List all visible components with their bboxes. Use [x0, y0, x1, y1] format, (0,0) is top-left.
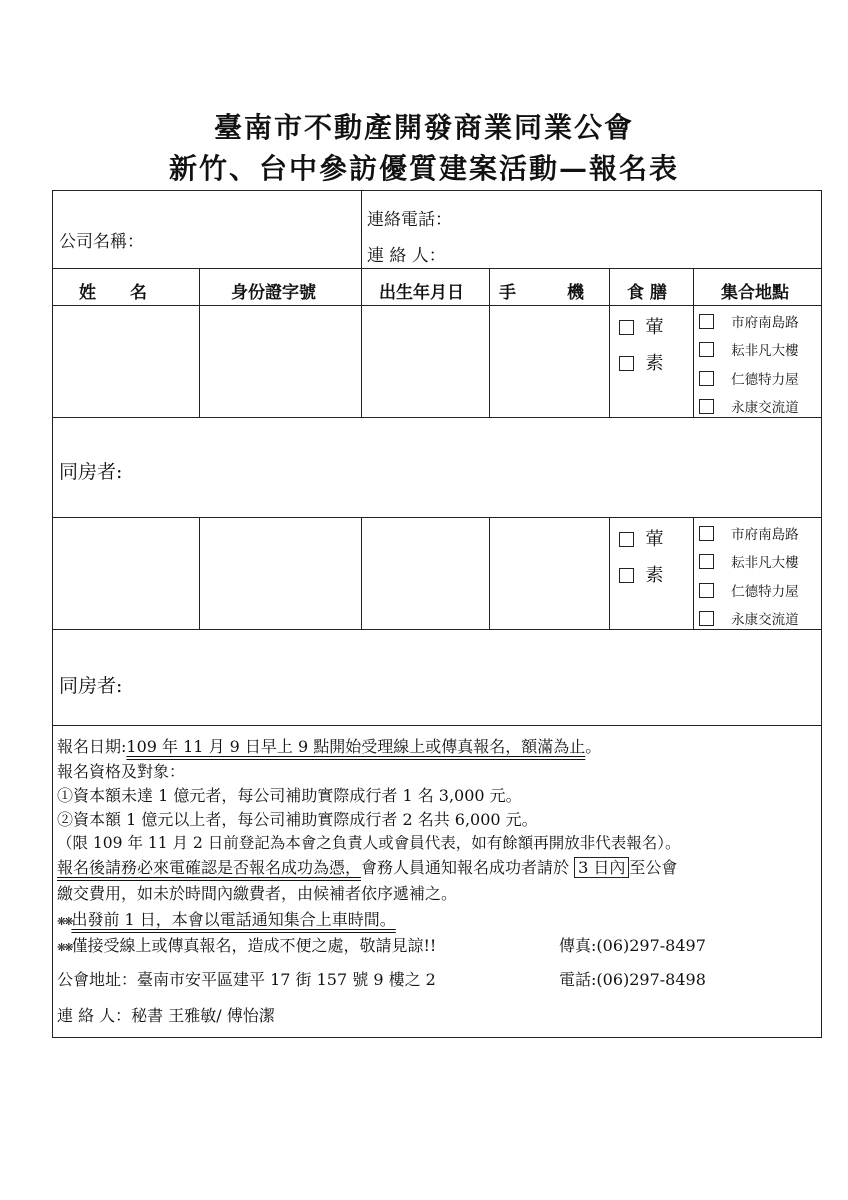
- address: 公會地址：臺南市安平區建平 17 街 157 號 9 樓之 2: [57, 970, 436, 989]
- contact-persons: 連 絡 人：秘書 王雅敏/ 傅怡潔: [57, 1006, 275, 1025]
- registration-form: [52, 190, 822, 1038]
- checkbox-icon[interactable]: [699, 399, 714, 414]
- checkbox-icon[interactable]: [699, 371, 714, 386]
- bullet-icon: ❋❋: [57, 915, 72, 928]
- phone-label: 連絡電話：: [367, 210, 452, 230]
- divider: [53, 517, 821, 518]
- rule-1: ①資本額未達 1 億元者，每公司補助實際成行者 1 名 3,000 元。: [57, 786, 522, 805]
- location-option[interactable]: 耘非凡大樓: [699, 551, 799, 571]
- checkbox-icon[interactable]: [699, 526, 714, 541]
- divider: [693, 268, 694, 417]
- notice-2: ❋❋僅接受線上或傳真報名，造成不便之處，敬請見諒!!: [57, 936, 437, 955]
- location-option[interactable]: 耘非凡大樓: [699, 339, 799, 359]
- col-meal: 食 膳: [627, 283, 667, 303]
- location-option[interactable]: 仁德特力屋: [699, 368, 799, 388]
- location-option[interactable]: 仁德特力屋: [699, 580, 799, 600]
- divider: [489, 268, 490, 417]
- col-id: 身份證字號: [231, 283, 316, 303]
- col-mobile: 手 機: [499, 283, 584, 303]
- checkbox-icon[interactable]: [619, 532, 634, 547]
- checkbox-icon[interactable]: [619, 568, 634, 583]
- checkbox-icon[interactable]: [699, 611, 714, 626]
- divider: [199, 517, 200, 629]
- bullet-icon: ❋❋: [57, 941, 72, 954]
- divider: [361, 268, 362, 417]
- col-birth: 出生年月日: [379, 283, 464, 303]
- contact-label: 連 絡 人：: [367, 246, 446, 266]
- divider: [53, 268, 821, 269]
- divider: [53, 629, 821, 630]
- divider: [199, 268, 200, 417]
- divider: [609, 517, 610, 629]
- fax-number: 傳真:(06)297-8497: [559, 936, 706, 955]
- divider: [361, 517, 362, 629]
- divider: [53, 725, 821, 726]
- meal-option-meat[interactable]: 葷: [619, 313, 663, 339]
- rule-2: ②資本額 1 億元以上者，每公司補助實際成行者 2 名共 6,000 元。: [57, 810, 538, 829]
- meal-option-veg[interactable]: 素: [619, 349, 663, 375]
- checkbox-icon[interactable]: [619, 356, 634, 371]
- form-title: 新竹、台中參訪優質建案活動—報名表: [168, 152, 679, 185]
- checkbox-icon[interactable]: [699, 554, 714, 569]
- org-name: 臺南市不動產開發商業同業公會: [213, 111, 634, 144]
- registration-date: 報名日期:109 年 11 月 9 日早上 9 點開始受理線上或傳真報名，額滿為止。: [57, 737, 602, 756]
- company-name-label: 公司名稱：: [59, 232, 144, 252]
- location-option[interactable]: 市府南島路: [699, 311, 799, 331]
- confirm-line-2: 繳交費用，如未於時間內繳費者，由候補者依序遞補之。: [57, 884, 458, 903]
- location-option[interactable]: 市府南島路: [699, 523, 799, 543]
- divider: [361, 191, 362, 268]
- roommate-label: 同房者:: [59, 675, 123, 697]
- notice-1: ❋❋出發前 1 日，本會以電話通知集合上車時間。: [57, 910, 396, 929]
- divider: [53, 305, 821, 306]
- checkbox-icon[interactable]: [619, 320, 634, 335]
- phone-number: 電話:(06)297-8498: [559, 970, 706, 989]
- location-option[interactable]: 永康交流道: [699, 396, 799, 416]
- roommate-label: 同房者:: [59, 461, 123, 483]
- checkbox-icon[interactable]: [699, 314, 714, 329]
- col-meeting: 集合地點: [721, 283, 789, 303]
- col-name: 姓 名: [79, 283, 147, 303]
- eligibility-title: 報名資格及對象：: [57, 762, 186, 781]
- divider: [489, 517, 490, 629]
- divider: [609, 268, 610, 417]
- meal-option-veg[interactable]: 素: [619, 561, 663, 587]
- checkbox-icon[interactable]: [699, 342, 714, 357]
- divider: [693, 517, 694, 629]
- location-option[interactable]: 永康交流道: [699, 608, 799, 628]
- rule-3: （限 109 年 11 月 2 日前登記為本會之負責人或會員代表，如有餘額再開放非代表報名）。: [57, 834, 681, 852]
- checkbox-icon[interactable]: [699, 583, 714, 598]
- divider: [53, 417, 821, 418]
- meal-option-meat[interactable]: 葷: [619, 525, 663, 551]
- confirm-line: 報名後請務必來電確認是否報名成功為憑，會務人員通知報名成功者請於 3 日內 至公會: [57, 858, 678, 877]
